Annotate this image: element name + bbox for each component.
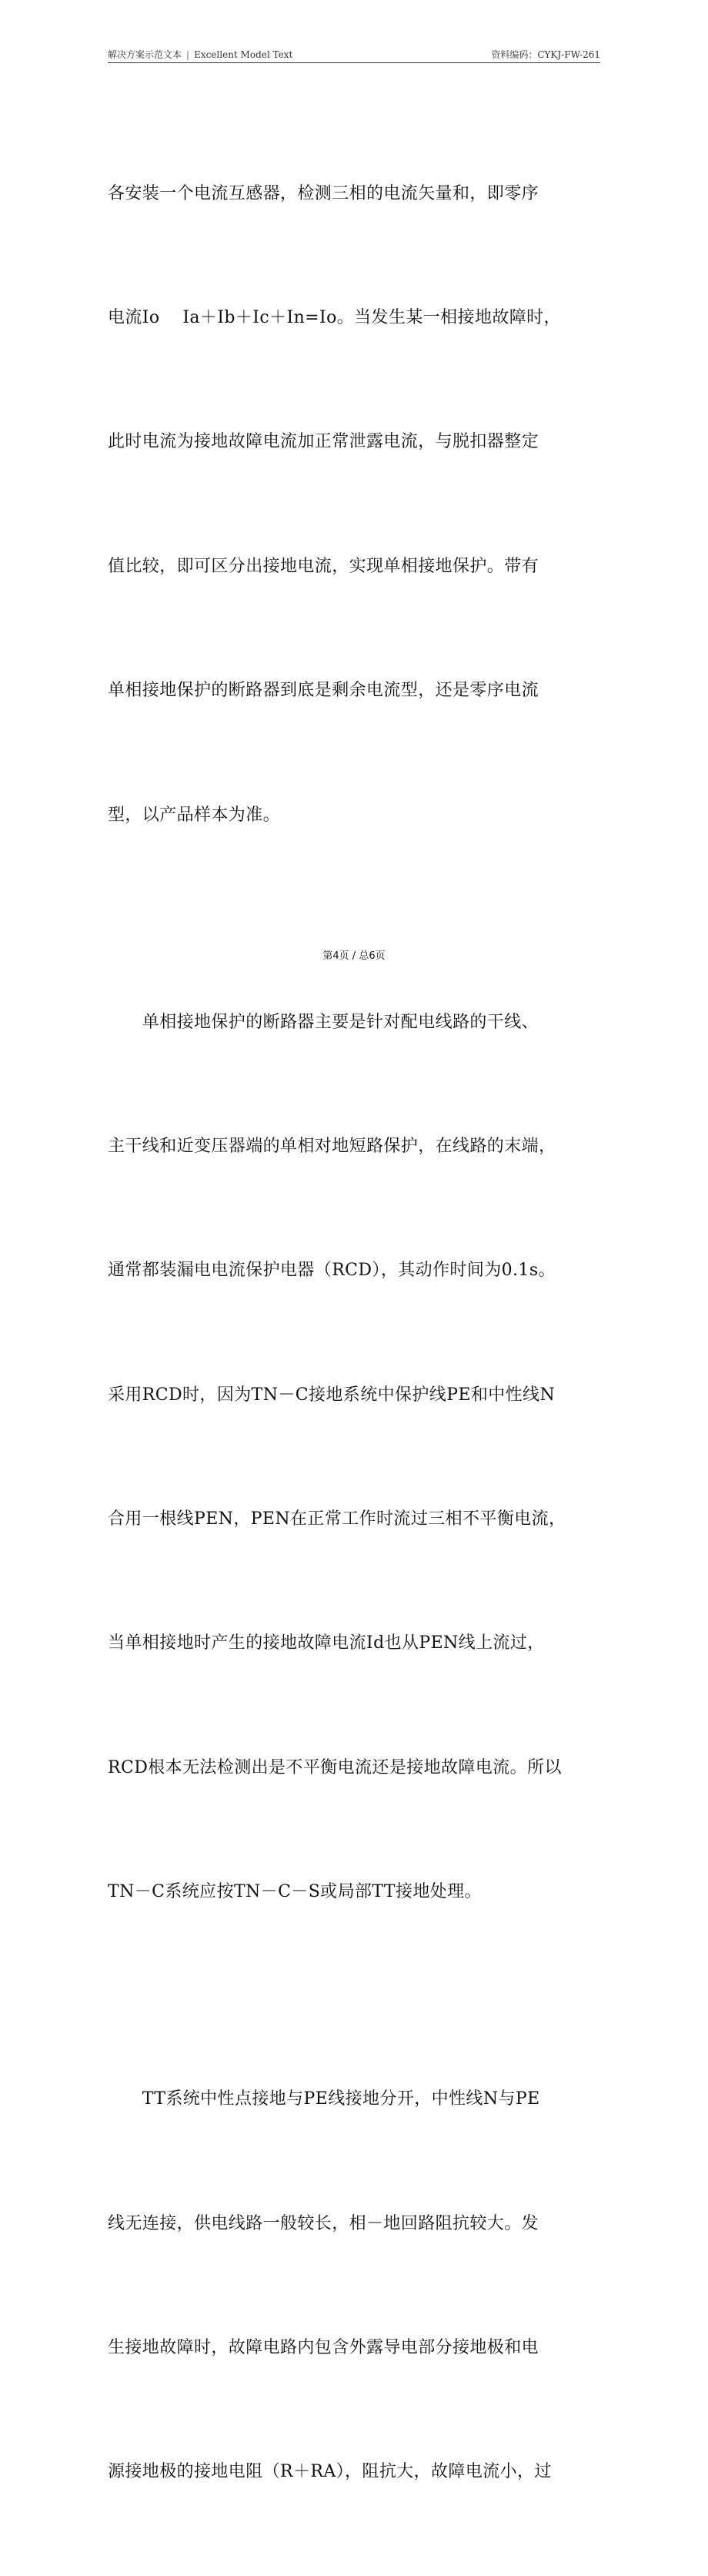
text-line: 采用RCD时，因为TN－C接地系统中保护线PE和中性线N <box>108 1385 556 1405</box>
document-body <box>108 90 600 2576</box>
paragraph-2 <box>108 919 600 1996</box>
text-line: TN－C系统应按TN－C－S或局部TT接地处理。 <box>108 1882 482 1902</box>
text-line: 主干线和近变压器端的单相对地短路保护，在线路的末端， <box>108 1136 556 1156</box>
text-line: 线无连接，供电线路一般较长，相－地回路阻抗较大。发 <box>108 2213 539 2233</box>
text-line: 合用一根线PEN，PEN在正常工作时流过三相不平衡电流， <box>108 1509 566 1529</box>
text-line: 此时电流为接地故障电流加正常泄露电流，与脱扣器整定 <box>108 432 539 452</box>
text-line: 各安装一个电流互感器，检测三相的电流矢量和，即零序 <box>108 183 539 203</box>
header-subtitle: Excellent Model Text <box>194 49 293 60</box>
header-divider <box>108 62 600 63</box>
text-line: 单相接地保护的断路器到底是剩余电流型，还是零序电流 <box>108 681 539 701</box>
header-title: 解决方案示范文本 <box>108 49 182 60</box>
text-line: 电流Io Ia＋Ib＋Ic＋In=Io。当发生某一相接地故障时， <box>108 307 561 327</box>
text-line: RCD根本无法检测出是不平衡电流还是接地故障电流。所以 <box>108 1757 562 1777</box>
header-left <box>108 48 292 61</box>
paragraph-3 <box>108 1996 600 2576</box>
text-line: 值比较，即可区分出接地电流，实现单相接地保护。带有 <box>108 556 539 576</box>
header-separator: | <box>186 49 190 60</box>
text-line: TT系统中性点接地与PE线接地分开，中性线N与PE <box>108 2089 540 2109</box>
document-code: 资料编码：CYKJ-FW-261 <box>491 49 600 60</box>
text-line: 单相接地保护的断路器主要是针对配电线路的干线、 <box>108 1012 539 1032</box>
page-number: 第4页 / 总6页 <box>322 950 386 962</box>
paragraph-1 <box>108 90 600 919</box>
text-line: 生接地故障时，故障电路内包含外露导电部分接地极和电 <box>108 2338 539 2358</box>
text-line: 源接地极的接地电阻（R＋RA），阻抗大，故障电流小，过 <box>108 2462 552 2482</box>
text-line: 型，以产品样本为准。 <box>108 805 281 825</box>
text-line: 通常都装漏电电流保护电器（RCD），其动作时间为0.1s。 <box>108 1261 556 1281</box>
text-line: 当单相接地时产生的接地故障电流Id也从PEN线上流过， <box>108 1633 545 1653</box>
